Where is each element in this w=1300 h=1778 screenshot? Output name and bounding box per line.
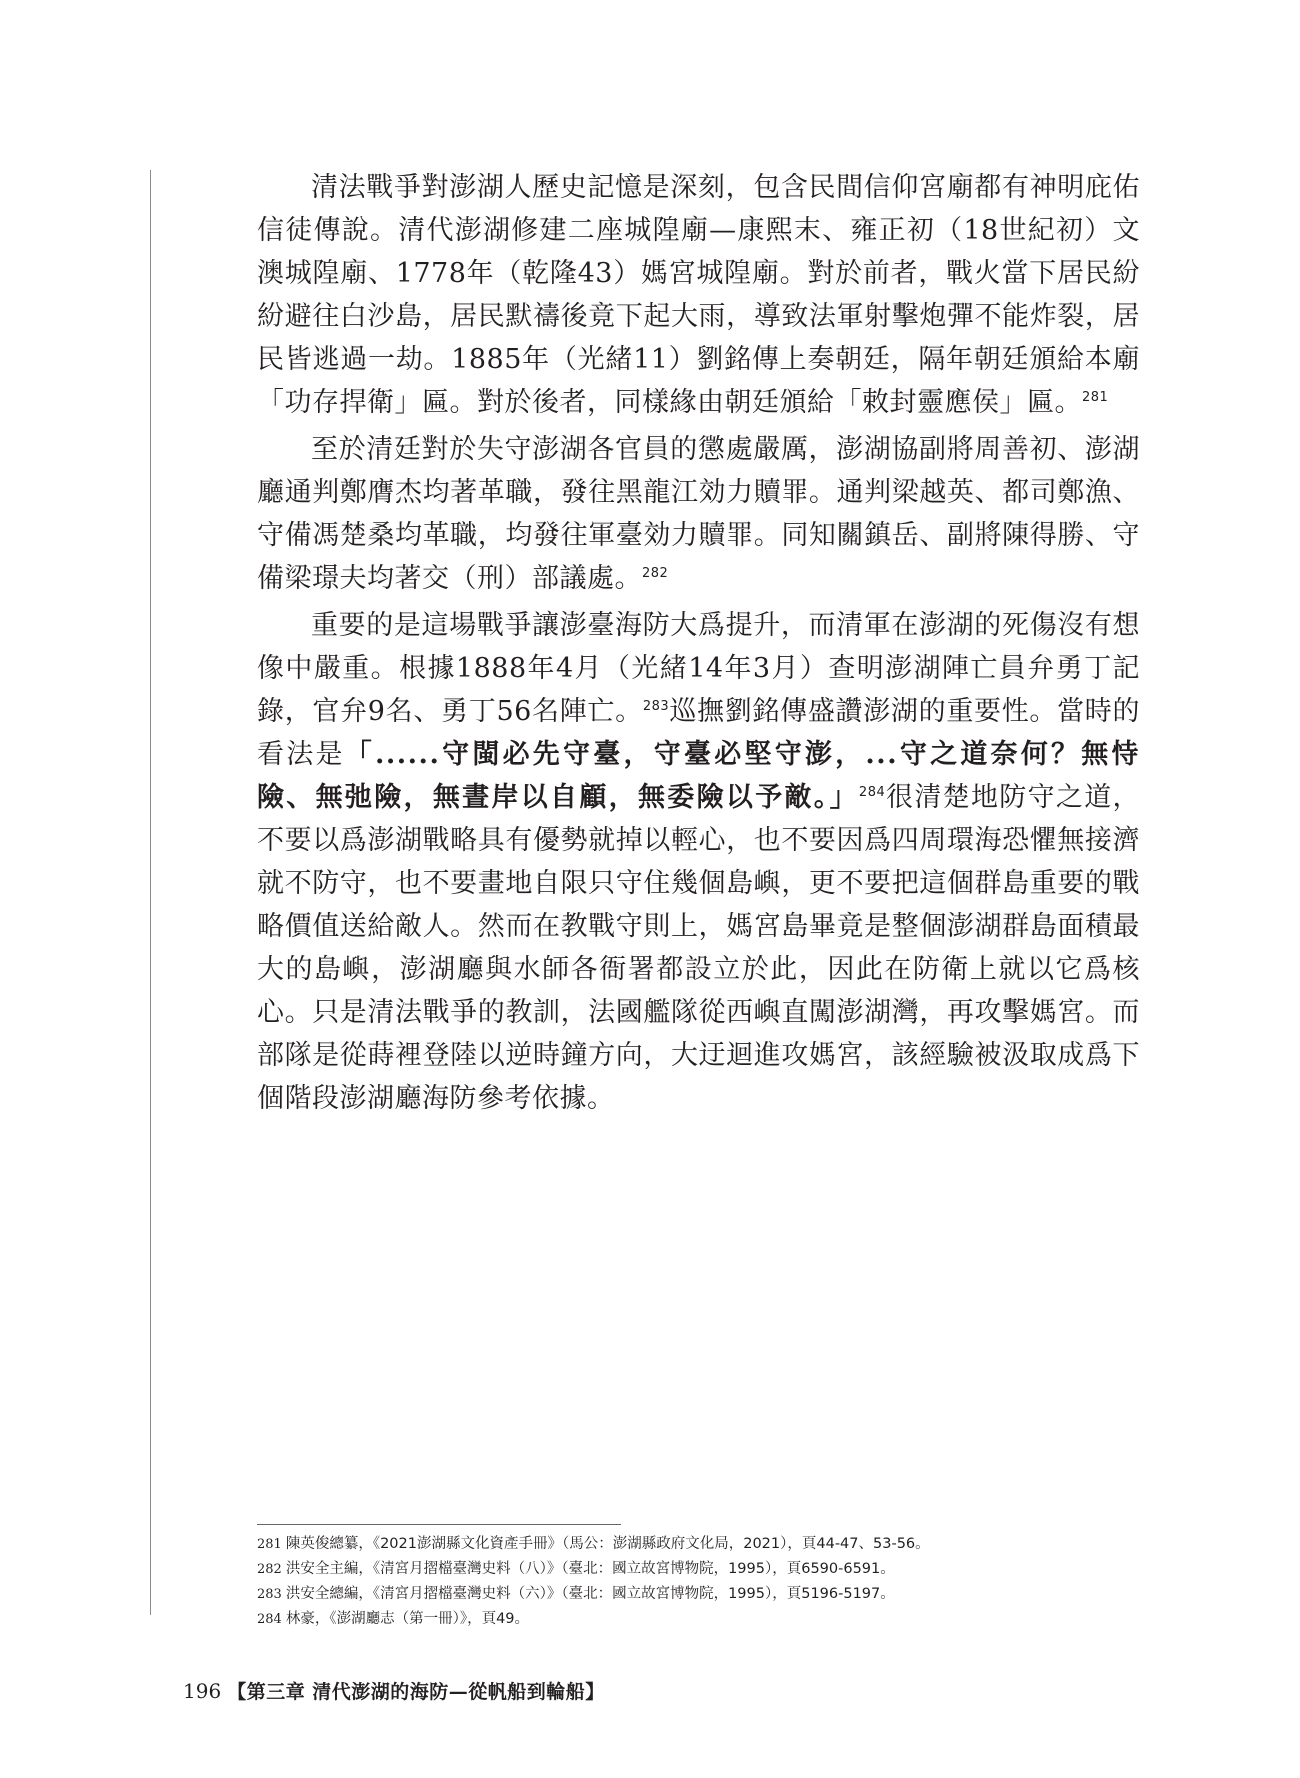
footnotes-section	[257, 1532, 1157, 1632]
main-body-text	[257, 166, 1140, 1126]
left-margin-rule	[150, 170, 151, 1615]
paragraph-3-text-part3: 很清楚地防守之道，不要以爲澎湖戰略具有優勢就掉以輕心，也不要因爲四周環海恐懼無接濟就不防守，也不要畫地自限只守住幾個島嶼，更不要把這個群島重要的戰略價值送給敵人。然而在教戰守則上，媽宮島畢竟是整個澎湖群島面積最大的島嶼，澎湖廳與水師各衙署都設立於此，因此在防衛上就以它爲核心。只是清法戰爭的教訓，法國艦隊從西嶼直闖澎湖灣，再攻擊媽宮。而部隊是從蒔裡登陸以逆時鐘方向，大迂迴進攻媽宮，該經驗被汲取成爲下個階段澎湖廳海防參考依據。	[257, 782, 1141, 1114]
footnote-number: 281	[257, 1537, 282, 1552]
page-footer	[183, 1677, 605, 1704]
footnote-281	[257, 1532, 1157, 1557]
chapter-running-title: 【第三章 清代澎湖的海防—從帆船到輪船】	[227, 1681, 605, 1703]
footnote-text: 洪安全主編，《清宮月摺檔臺灣史料（八）》（臺北：國立故宮博物院，1995），頁6590-6591。	[285, 1561, 895, 1577]
paragraph-2-text: 至於清廷對於失守澎湖各官員的懲處嚴厲，澎湖協副將周善初、澎湖廳通判鄭膺杰均著革職，發往黑龍江効力贖罪。通判梁越英、都司鄭漁、守備馮楚桑均革職，均發往軍臺効力贖罪。同知關鎮岳、副將陳得勝、守備梁璟夫均著交（刑）部議處。	[257, 434, 1140, 594]
paragraph-3-text-part1: 重要的是這場戰爭讓澎臺海防大爲提升，而清軍在澎湖的死傷沒有想像中嚴重。根據1888年4月（光緒14年3月）查明澎湖陣亡員弁勇丁記錄，官弁9名、勇丁56名陣亡。	[257, 610, 1140, 727]
footnote-ref-283[interactable]: 283	[642, 699, 670, 714]
paragraph-3	[257, 604, 1140, 1120]
footnote-number: 284	[257, 1612, 282, 1627]
footnote-separator	[257, 1524, 621, 1525]
quoted-memorial: 「......守閩必先守臺，守臺必堅守澎，...守之道奈何？無恃險、無弛險，無晝岸以自顧，無委險以予敵。」	[257, 739, 1140, 813]
paragraph-1-text: 清法戰爭對澎湖人歷史記憶是深刻，包含民間信仰宮廟都有神明庇佑信徒傳說。清代澎湖修建二座城隍廟—康熙末、雍正初（18世紀初）文澳城隍廟、1778年（乾隆43）媽宮城隍廟。對於前者，戰火當下居民紛紛避往白沙島，居民默禱後竟下起大雨，導致法軍射擊炮彈不能炸裂，居民皆逃過一劫。1885年（光緒11）劉銘傳上奏朝廷，隔年朝廷頒給本廟「功存捍衛」匾。對於後者，同樣緣由朝廷頒給「敕封靈應侯」匾。	[257, 172, 1140, 418]
footnote-283	[257, 1582, 1157, 1607]
footnote-text: 陳英俊總纂，《2021澎湖縣文化資產手冊》（馬公：澎湖縣政府文化局，2021），頁44-47、53-56。	[285, 1536, 930, 1552]
paragraph-3-text-part2: 巡撫劉銘傳盛讚澎湖的重要性。當時的看法是	[257, 696, 1140, 770]
footnote-284	[257, 1607, 1157, 1632]
footnote-ref-281[interactable]: 281	[1082, 390, 1109, 405]
footnote-ref-282[interactable]: 282	[642, 566, 669, 581]
footnote-number: 283	[257, 1587, 282, 1602]
page-number: 196	[183, 1679, 222, 1703]
footnote-282	[257, 1557, 1157, 1582]
footnote-text: 洪安全總編，《清宮月摺檔臺灣史料（六）》（臺北：國立故宮博物院，1995），頁5196-5197。	[285, 1586, 895, 1602]
footnote-ref-284[interactable]: 284	[858, 785, 886, 800]
paragraph-2	[257, 428, 1140, 600]
paragraph-1	[257, 166, 1140, 424]
footnote-text: 林豪，《澎湖廳志（第一冊）》，頁49。	[285, 1611, 530, 1627]
footnote-number: 282	[257, 1562, 282, 1577]
